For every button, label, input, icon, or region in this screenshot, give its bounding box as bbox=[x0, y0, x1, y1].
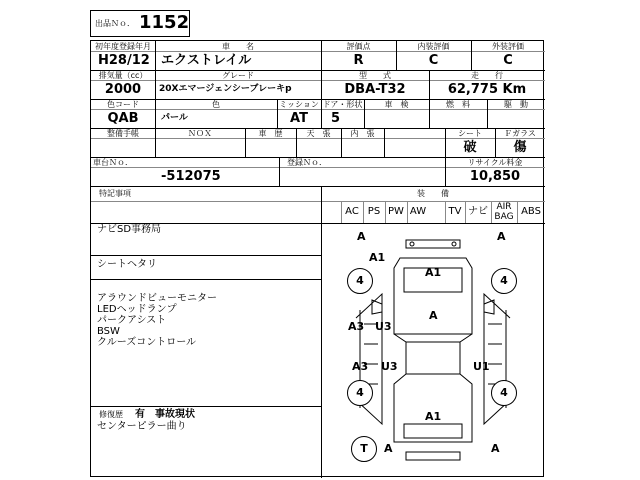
note-line: パークアシスト bbox=[97, 315, 167, 326]
repair-value: 有 bbox=[135, 409, 145, 420]
note-line: アラウンドビューモニター bbox=[97, 293, 217, 304]
equipment-item: AW bbox=[409, 206, 427, 217]
equipment-item: AIR BAG bbox=[494, 202, 514, 222]
lot-number: 1152 bbox=[139, 12, 190, 33]
equipment-item: PS bbox=[367, 206, 381, 217]
spare-tire-mark: T bbox=[351, 436, 377, 462]
interior-label: 内装評価 bbox=[417, 42, 450, 51]
color-code-value: QAB bbox=[107, 111, 139, 126]
first-reg-value: H28/12 bbox=[98, 53, 150, 68]
wheel-mark: 4 bbox=[491, 380, 517, 406]
equipment-item: PW bbox=[388, 206, 404, 217]
glass-label: Ｆガラス bbox=[504, 129, 536, 138]
doors-value: 5 bbox=[331, 111, 341, 126]
inspection-label: 車 検 bbox=[384, 100, 409, 109]
score-label: 評価点 bbox=[346, 42, 371, 51]
damage-mark: U3 bbox=[375, 320, 392, 333]
chassis-label: 車台Ｎｏ． bbox=[93, 158, 133, 167]
damage-mark: A bbox=[429, 309, 438, 322]
damage-mark: U1 bbox=[473, 360, 490, 373]
color-code-label: 色コード bbox=[107, 100, 139, 109]
wheel-mark: 4 bbox=[347, 268, 373, 294]
damage-mark: A1 bbox=[425, 410, 442, 423]
displacement-value: 2000 bbox=[104, 82, 142, 97]
interior-value: C bbox=[428, 53, 439, 68]
nox-label: ＮＯＸ bbox=[188, 129, 212, 138]
equipment-item: AC bbox=[345, 206, 359, 217]
damage-mark: A1 bbox=[369, 251, 386, 264]
grade-value: 20Xエマージェンシーブレーキp bbox=[159, 84, 292, 94]
notes-title: 特記事項 bbox=[99, 189, 131, 198]
drive-label: 駆 動 bbox=[504, 100, 528, 109]
lot-label: 出品Ｎｏ． bbox=[95, 19, 135, 28]
note-line: LEDヘッドランプ bbox=[97, 304, 177, 315]
reg-no-label: 登録Ｎｏ． bbox=[287, 158, 327, 167]
manual-label: 整備手帳 bbox=[107, 129, 139, 138]
grade-label: グレード bbox=[222, 71, 254, 80]
mileage-value: 62,775 Km bbox=[447, 82, 527, 97]
inspection-sheet bbox=[90, 40, 544, 477]
doors-label: ドア・形状 bbox=[322, 100, 363, 109]
equipment-title: 装 備 bbox=[417, 189, 449, 198]
exterior-value: C bbox=[503, 53, 513, 68]
equipment-item: ナビ bbox=[468, 206, 488, 217]
model-label: 型 式 bbox=[359, 71, 391, 80]
chassis-value: -512075 bbox=[161, 169, 221, 184]
seat-label: シート bbox=[458, 129, 482, 138]
damage-mark: A bbox=[497, 230, 506, 243]
damage-mark: A bbox=[491, 442, 500, 455]
recycle-label: リサイクル料金 bbox=[467, 158, 523, 167]
glass-value: 傷 bbox=[513, 140, 527, 155]
mileage-label: 走 行 bbox=[471, 71, 503, 80]
repair-remark: センターピラー曲り bbox=[97, 421, 187, 432]
note-line: BSW bbox=[97, 326, 120, 337]
accident-label: 事故現状 bbox=[155, 409, 195, 420]
equipment-item bbox=[429, 201, 445, 223]
damage-mark: A3 bbox=[352, 360, 369, 373]
interior-trim-label: 内 張 bbox=[350, 129, 375, 138]
equipment-item: TV bbox=[448, 206, 462, 217]
wheel-mark: 4 bbox=[491, 268, 517, 294]
first-reg-label: 初年度登録年月 bbox=[95, 42, 151, 51]
repair-label: 修復歴 bbox=[99, 410, 123, 419]
car-name-label: 車 名 bbox=[222, 42, 254, 51]
history-label: 車 歴 bbox=[258, 129, 283, 138]
exterior-label: 外装評価 bbox=[492, 42, 524, 51]
wheel-mark: 4 bbox=[347, 380, 373, 406]
displacement-label: 排気量（cc） bbox=[98, 71, 148, 80]
car-name-value: エクストレイル bbox=[161, 53, 252, 68]
damage-mark: A1 bbox=[425, 266, 442, 279]
note-line: クルーズコントロール bbox=[97, 337, 196, 348]
damage-mark: A3 bbox=[348, 320, 365, 333]
score-value: R bbox=[353, 53, 364, 68]
damage-mark: A bbox=[384, 442, 393, 455]
model-value: DBA-T32 bbox=[344, 82, 406, 97]
fuel-label: 燃 料 bbox=[446, 100, 470, 109]
damage-mark: U3 bbox=[381, 360, 398, 373]
mission-label: ミッション bbox=[279, 100, 319, 109]
roof-label: 天 張 bbox=[306, 129, 331, 138]
color-value: パール bbox=[161, 113, 188, 123]
mission-value: AT bbox=[290, 111, 308, 126]
damage-mark: A bbox=[357, 230, 366, 243]
recycle-value: 10,850 bbox=[469, 169, 521, 184]
note-line: ナビSD事務局 bbox=[97, 224, 162, 235]
note-line: シートヘタリ bbox=[97, 259, 157, 270]
lot-number-box bbox=[90, 10, 190, 37]
color-label: 色 bbox=[212, 100, 220, 109]
seat-value: 破 bbox=[463, 140, 477, 155]
equipment-item: ABS bbox=[521, 206, 541, 217]
